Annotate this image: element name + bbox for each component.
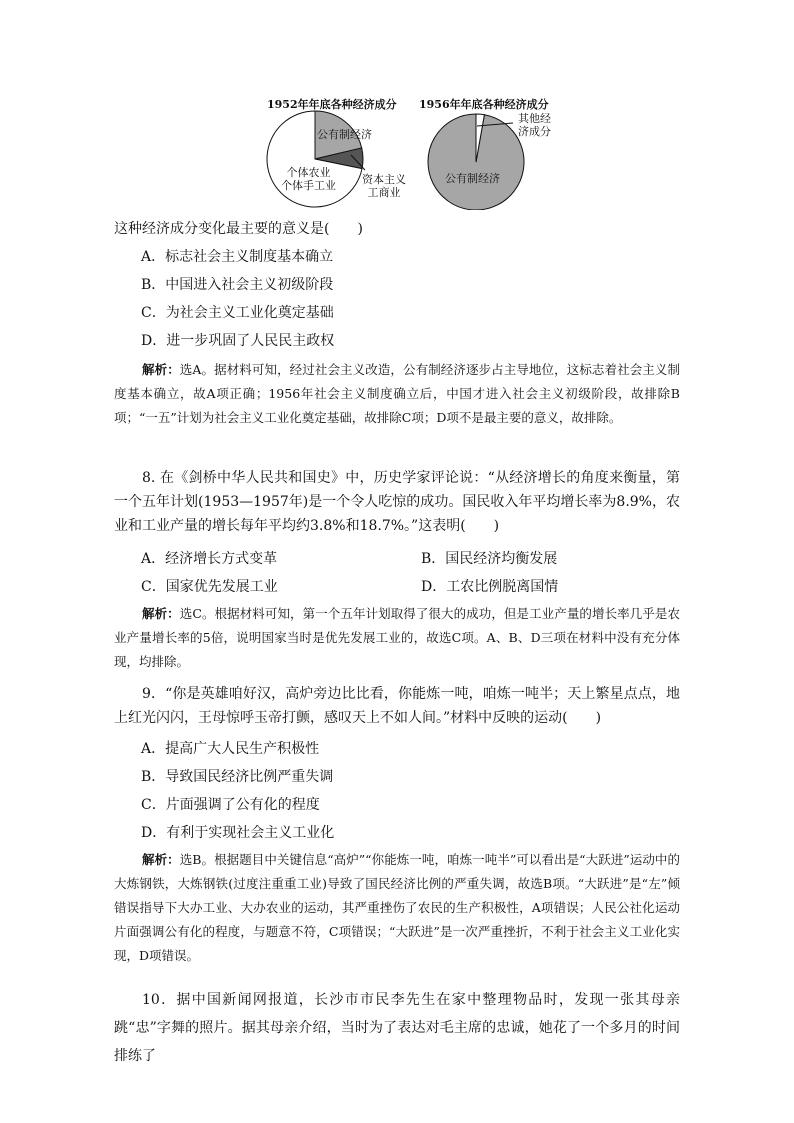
q8-analysis: 解析：选C。根据材料可知，第一个五年计划取得了很大的成功，但是工业产量的增长率几乎是农业产量增长率的5倍，说明国家当时是优先发展工业的，故选C项。A、B、D三项在材料中没有充分体现，均排除。 (114, 606, 680, 669)
q8-option-b: B．国民经济均衡发展 (421, 551, 558, 567)
pie-charts (255, 92, 585, 210)
q8-option-a: A．经济增长方式变革 (141, 551, 278, 567)
q7-option-b: B．中国进入社会主义初级阶段 (141, 277, 334, 293)
q9-stem: 9．“你是英雄咱好汉，高炉旁边比比看，你能炼一吨，咱炼一吨半；天上繁星点点，地上红光闪闪，王母惊呼玉帝打颤，感叹天上不如人间。”材料中反映的运动( ) (114, 686, 680, 726)
q9-option-d: D．有利于实现社会主义工业化 (141, 825, 335, 841)
q9-option-a: A．提高广大人民生产积极性 (141, 741, 320, 757)
q7-option-c: C．为社会主义工业化奠定基础 (141, 305, 334, 321)
pie-1952 (267, 111, 363, 207)
label-1952-public: 公有制经济 (317, 128, 372, 141)
label-1952-individual: 个体农业 个体手工业 (281, 166, 336, 192)
q8-stem: 8. 在《剑桥中华人民共和国史》中，历史学家评论说：“从经济增长的角度来衡量，第一个五年计划(1953—1957年)是一个令人吃惊的成功。国民收入年平均增长率为8.9%，农业和工业产量的增长每年平均约3.8%和18.7%。”这表明( ) (114, 470, 680, 534)
q7-analysis: 解析：选A。据材料可知，经过社会主义改造，公有制经济逐步占主导地位，这标志着社会主义制度基本确立，故A项正确；1956年社会主义制度确立后，中国才进入社会主义初级阶段，故排除B项；“一五”计划为社会主义工业化奠定基础，故排除C项；D项不是最主要的意义，故排除。 (114, 362, 680, 425)
q8-option-d: D．工农比例脱离国情 (421, 579, 559, 595)
label-1952-capitalist: 资本主义 工商业 (362, 173, 406, 199)
q7-stem: 这种经济成分变化最主要的意义是( ) (114, 221, 363, 237)
pie-1956 (428, 114, 524, 210)
q7-option-a: A．标志社会主义制度基本确立 (141, 249, 334, 265)
q7-option-d: D．进一步巩固了人民民主政权 (141, 333, 335, 349)
q9-option-c: C．片面强调了公有化的程度 (141, 797, 320, 813)
label-1956-other: 其他经 济成分 (518, 112, 551, 138)
chart-1956-title: 1956年年底各种经济成分 (419, 98, 549, 111)
label-1956-public: 公有制经济 (445, 172, 500, 185)
q9-analysis: 解析：选B。根据题目中关键信息“高炉”“你能炼一吨，咱炼一吨半”可以看出是“大跃进”运动中的大炼钢铁，大炼钢铁(过度注重重工业)导致了国民经济比例的严重失调，故选B项。“大跃进”是“左”倾错误指导下大办工业、大办农业的运动，其严重挫伤了农民的生产积极性，A项错误；人民公社化运动片面强调公有化的程度，与题意不符，C项错误；“大跃进”是一次严重挫折，不利于社会主义工业化实现，D项错误。 (114, 852, 680, 963)
pie-svg (255, 92, 585, 210)
q9-option-b: B．导致国民经济比例严重失调 (141, 769, 334, 785)
chart-1952-title: 1952年年底各种经济成分 (267, 98, 397, 111)
q8-option-c: C．国家优先发展工业 (141, 579, 278, 595)
q10-stem: 10．据中国新闻网报道，长沙市市民李先生在家中整理物品时，发现一张其母亲跳“忠”字舞的照片。据其母亲介绍，当时为了表达对毛主席的忠诚，她花了一个多月的时间排练了 (114, 992, 680, 1064)
